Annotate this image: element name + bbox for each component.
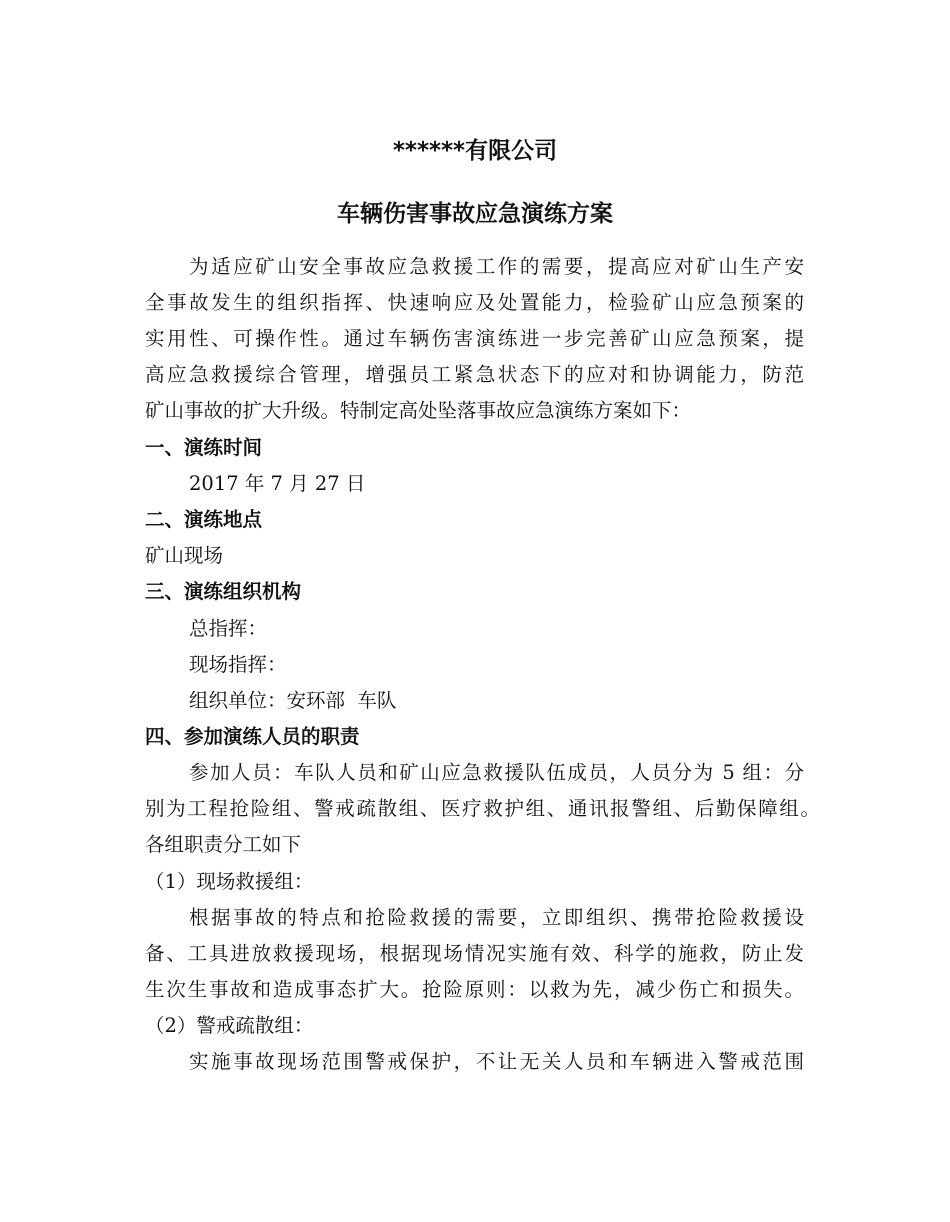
org-item-commander: 总指挥： xyxy=(189,617,268,640)
duties-line: 参加人员：车队人员和矿山应急救援队伍成员，人员分为 5 组：分 xyxy=(189,761,804,784)
group-evacuation-line: 实施事故现场范围警戒保护，不让无关人员和车辆进入警戒范围 xyxy=(189,1050,804,1073)
duties-line: 各组职责分工如下 xyxy=(145,833,302,856)
intro-line: 矿山事故的扩大升级。特制定高处坠落事故应急演练方案如下： xyxy=(145,399,692,422)
intro-line: 高应急救援综合管理，增强员工紧急状态下的应对和协调能力，防范 xyxy=(145,363,804,386)
drill-date: 2017 年 7 月 27 日 xyxy=(189,472,366,495)
group-heading-rescue: （1）现场救援组： xyxy=(145,870,314,893)
group-rescue-line: 根据事故的特点和抢险救援的需要，立即组织、携带抢险救援设 xyxy=(189,906,804,929)
section-heading-duties: 四、参加演练人员的职责 xyxy=(145,725,360,748)
group-heading-evacuation: （2）警戒疏散组： xyxy=(145,1014,314,1037)
section-heading-time: 一、演练时间 xyxy=(145,436,263,459)
section-heading-organization: 三、演练组织机构 xyxy=(145,580,302,603)
intro-line: 为适应矿山安全事故应急救援工作的需要，提高应对矿山生产安 xyxy=(189,255,804,278)
section-heading-location: 二、演练地点 xyxy=(145,508,263,531)
intro-line: 全事故发生的组织指挥、快速响应及处置能力，检验矿山应急预案的 xyxy=(145,291,804,314)
plan-title: 车辆伤害事故应急演练方案 xyxy=(337,201,613,227)
duties-line: 别为工程抢险组、警戒疏散组、医疗救护组、通讯报警组、后勤保障组。 xyxy=(145,797,820,820)
org-item-site-commander: 现场指挥： xyxy=(189,653,287,676)
group-rescue-line: 备、工具进放救援现场，根据现场情况实施有效、科学的施救，防止发 xyxy=(145,942,804,965)
intro-line: 实用性、可操作性。通过车辆伤害演练进一步完善矿山应急预案，提 xyxy=(145,327,804,350)
company-title: ******有限公司 xyxy=(392,138,558,164)
org-item-unit: 组织单位：安环部 车队 xyxy=(189,689,397,712)
drill-location: 矿山现场 xyxy=(145,544,224,567)
group-rescue-line: 生次生事故和造成事态扩大。抢险原则：以救为先，减少伤亡和损失。 xyxy=(145,978,804,1001)
